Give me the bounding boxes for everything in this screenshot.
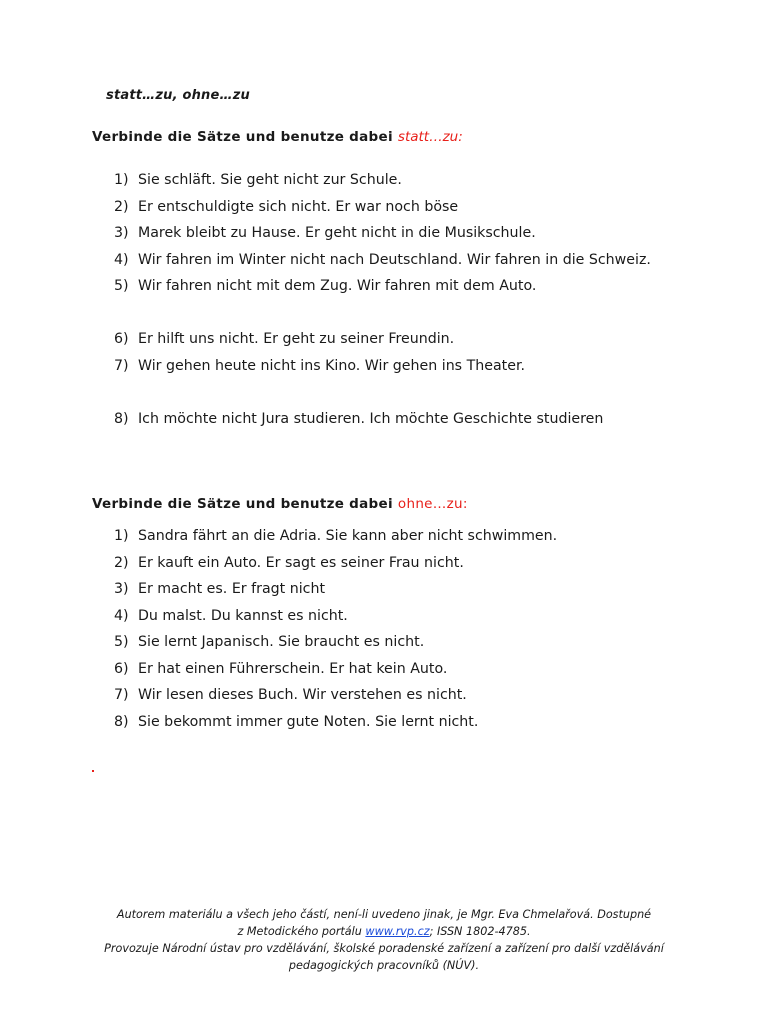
footer-credits: [84, 906, 684, 974]
item-number: 8): [114, 410, 129, 427]
section2-keyword: ohne…zu:: [397, 496, 468, 512]
list-item: [114, 353, 674, 380]
item-text: Wir fahren im Winter nicht nach Deutschland. Wir fahren in die Schweiz.: [138, 251, 651, 268]
item-text: Sie schläft. Sie geht nicht zur Schule.: [138, 172, 402, 188]
item-text: Sie bekommt immer gute Noten. Sie lernt nicht.: [138, 713, 479, 730]
section1-exercise-list: [114, 167, 674, 432]
item-number: 3): [114, 225, 129, 241]
list-item: [114, 603, 674, 630]
red-dot-mark: [92, 770, 94, 772]
section2-heading: [92, 496, 468, 512]
list-item: [114, 523, 674, 550]
rvp-link[interactable]: www.rvp.cz: [365, 925, 430, 938]
item-text: Er kauft ein Auto. Er sagt es seiner Frau nicht.: [138, 554, 464, 571]
item-text: Er entschuldigte sich nicht. Er war noch böse: [138, 198, 459, 215]
list-item: [114, 406, 674, 433]
list-spacer: [114, 300, 674, 327]
footer-line-1: Autorem materiálu a všech jeho částí, není-li uvedeno jinak, je Mgr. Eva Chmelařová. Dostupné: [116, 908, 652, 921]
item-text: Er macht es. Er fragt nicht: [138, 581, 326, 597]
footer-line-2-prefix: z Metodického portálu: [237, 925, 366, 938]
item-text: Er hilft uns nicht. Er geht zu seiner Freundin.: [138, 331, 455, 347]
item-text: Du malst. Du kannst es nicht.: [138, 607, 348, 624]
section1-colon: :: [458, 129, 463, 145]
item-number: 6): [114, 660, 129, 677]
item-text: Wir lesen dieses Buch. Wir verstehen es nicht.: [138, 687, 467, 703]
list-item: [114, 273, 674, 300]
item-number: 6): [114, 331, 129, 347]
section1-keyword: statt…zu: [397, 129, 459, 145]
item-text: Marek bleibt zu Hause. Er geht nicht in die Musikschule.: [138, 225, 536, 241]
item-number: 3): [114, 581, 129, 597]
list-item: [114, 576, 674, 603]
section2-exercise-list: [114, 523, 674, 735]
list-item: [114, 682, 674, 709]
item-text: Ich möchte nicht Jura studieren. Ich möchte Geschichte studieren: [138, 410, 604, 427]
list-item: [114, 326, 674, 353]
item-number: 2): [114, 554, 129, 571]
section2-heading-text: Verbinde die Sätze und benutze dabei: [92, 496, 398, 512]
item-number: 4): [114, 607, 129, 624]
section1-heading-text: Verbinde die Sätze und benutze dabei: [92, 129, 398, 145]
item-text: Sandra fährt an die Adria. Sie kann aber nicht schwimmen.: [138, 528, 558, 544]
list-item: [114, 194, 674, 221]
item-number: 7): [114, 687, 129, 703]
item-number: 4): [114, 251, 129, 268]
item-number: 5): [114, 278, 129, 294]
item-number: 8): [114, 713, 129, 730]
item-text: Wir fahren nicht mit dem Zug. Wir fahren mit dem Auto.: [138, 278, 537, 294]
item-number: 1): [114, 528, 129, 544]
item-text: Er hat einen Führerschein. Er hat kein Auto.: [138, 660, 448, 677]
item-text: Wir gehen heute nicht ins Kino. Wir gehen ins Theater.: [138, 357, 525, 374]
item-text: Sie lernt Japanisch. Sie braucht es nicht.: [138, 634, 425, 650]
footer-line-4: pedagogických pracovníků (NÚV).: [288, 959, 480, 972]
footer-line-3: Provozuje Národní ústav pro vzdělávání, školské poradenské zařízení a zařízení pro další vzdělávání: [104, 942, 664, 955]
item-number: 5): [114, 634, 129, 650]
list-item: [114, 167, 674, 194]
item-number: 2): [114, 198, 129, 215]
list-item: [114, 629, 674, 656]
item-number: 1): [114, 172, 129, 188]
item-number: 7): [114, 357, 129, 374]
page-title: statt…zu, ohne…zu: [106, 88, 250, 103]
list-item: [114, 656, 674, 683]
section1-heading: [92, 129, 463, 145]
list-item: [114, 247, 674, 274]
list-item: [114, 709, 674, 736]
list-item: [114, 550, 674, 577]
list-item: [114, 220, 674, 247]
list-spacer: [114, 379, 674, 406]
footer-line-2-suffix: ; ISSN 1802-4785.: [429, 925, 531, 938]
footer-line-2: [84, 923, 684, 940]
